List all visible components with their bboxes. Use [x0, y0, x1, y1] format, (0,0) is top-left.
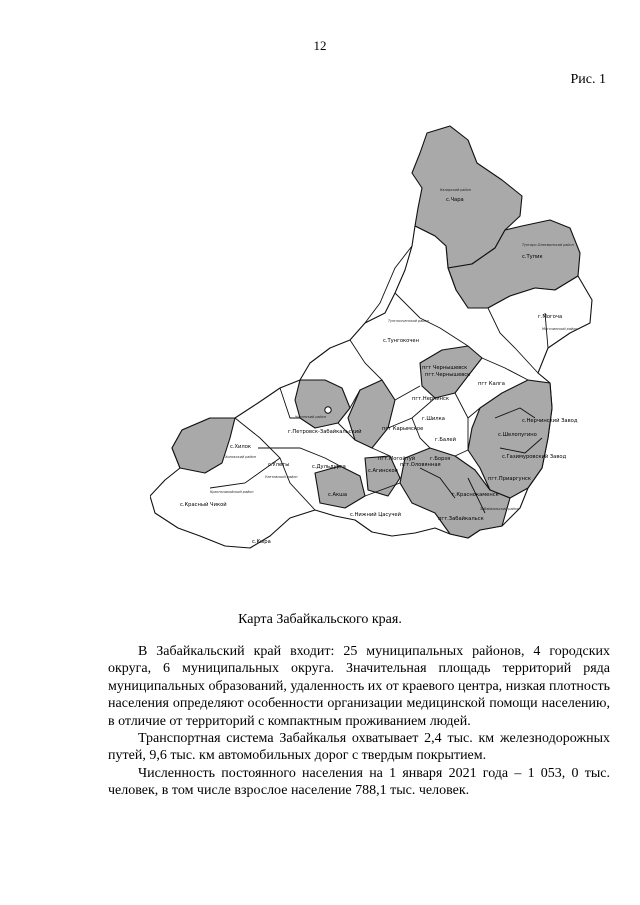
map-label: с.Газимуровский Завод	[502, 454, 567, 460]
map-label: пгт.Могойтуй	[378, 456, 416, 462]
map-label: с.Нижний Цасучей	[350, 512, 401, 518]
map-label: пгт.Чернышевск	[425, 372, 471, 378]
map-label: с.Хилок	[230, 444, 252, 450]
map-district-label: Тунгокоченский район	[388, 319, 429, 323]
map-label: г.Краснокаменск	[452, 492, 499, 498]
map-label: с.Красный Чикой	[180, 502, 227, 508]
map-district-label: Каларский район	[440, 188, 472, 192]
map-label: г.Петровск-Забайкальский	[288, 429, 362, 435]
map-district-label: Могочинский район	[542, 327, 578, 331]
map-label: с.Шелопугино	[498, 432, 537, 438]
map-label: г.Борзя	[430, 456, 451, 462]
map-label: г.Балей	[435, 437, 456, 443]
map-district-label: Хилокский район	[225, 455, 256, 459]
regional-map	[150, 118, 600, 558]
map-label: пгт.Нерчинск	[412, 396, 449, 402]
map-label: пгт.Забайкальск	[438, 516, 484, 522]
map-label: пгт Чернышевск	[422, 365, 468, 371]
map-label: пгт Калга	[478, 381, 505, 387]
map-label: с.Улеты	[268, 462, 290, 468]
map-label: с.Кыра	[252, 539, 271, 545]
paragraph: Транспортная система Забайкалья охватывает 2,4 тыс. км железнодорожных путей, 9,6 тыс. км автомобильных дорог с твердым покрытием.	[108, 731, 610, 764]
map-district-label: Красночикойский район	[210, 490, 254, 494]
map-label: с.Чара	[446, 197, 464, 203]
map-label: пгт Карымское	[382, 426, 424, 432]
map-label: пгт.Приаргунск	[488, 476, 531, 482]
map-label: с.Агинское	[368, 468, 398, 474]
map-label: с.Тупик	[522, 254, 543, 260]
map-district-label: Забайкальский район	[480, 507, 520, 511]
body-text	[108, 643, 610, 800]
map-district-label: Читинский район	[295, 415, 327, 419]
map-district-label: Улетовский район	[265, 475, 298, 479]
map-label: пгт.Оловянная	[400, 462, 441, 468]
map-label: г.Шилка	[422, 416, 445, 422]
page-number: 12	[313, 38, 327, 53]
figure-label: Рис. 1	[570, 72, 606, 87]
paragraph: В Забайкальский край входит: 25 муниципальных районов, 4 городских округа, 6 муниципальных округа. Значительная площадь территорий ряда муниципальных образований, удаленность их от краевого центра, низкая плотность населения определяют особенности организации медицинской помощи населению, в отличие от территорий с компактным проживанием людей.	[108, 644, 610, 729]
figure-caption: Карта Забайкальского края.	[238, 612, 402, 627]
map-label: с.Нерчинский Завод	[522, 418, 578, 424]
map-district-label: Тунгиро-Олекминский район	[522, 243, 574, 247]
map-label: с.Тунгокочен	[383, 338, 419, 344]
paragraph: Численность постоянного населения на 1 января 2021 года – 1 053, 0 тыс. человек, в том числе взрослое население 788,1 тыс. человек.	[108, 765, 610, 799]
map-label: с.Акша	[328, 492, 348, 498]
map-label: с.Дульдурга	[312, 464, 346, 470]
map-label: г.Могоча	[538, 314, 563, 320]
